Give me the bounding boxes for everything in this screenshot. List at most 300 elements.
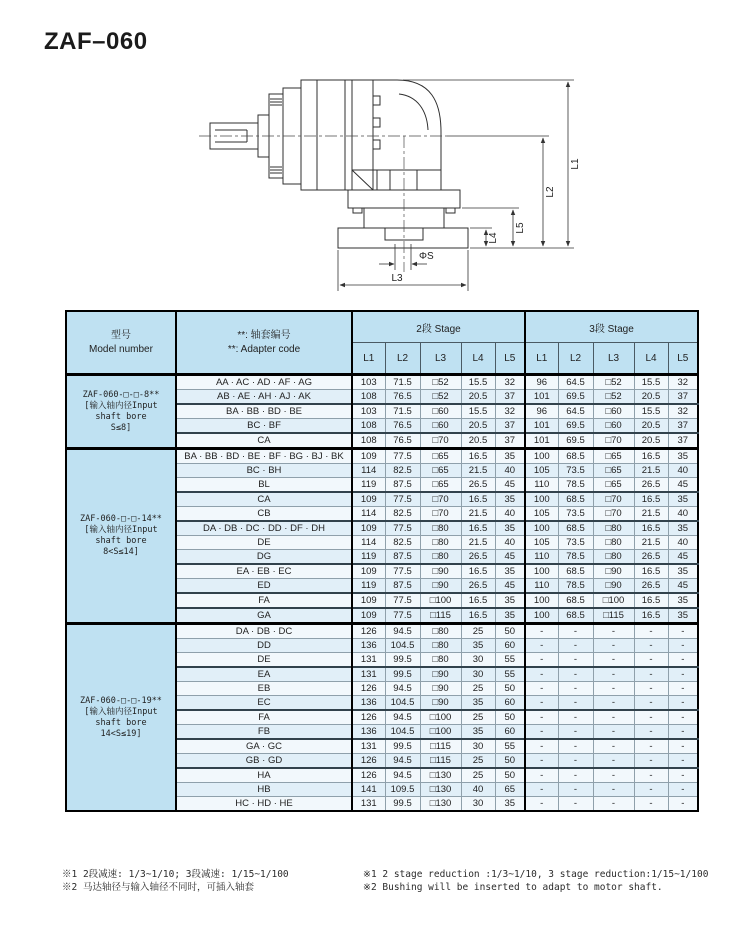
dim-value-cell: 126 [352, 624, 385, 639]
dim-value-cell: 26.5 [634, 550, 668, 565]
dim-value-cell: 99.5 [385, 739, 420, 754]
dim-value-cell: 35 [668, 608, 698, 624]
dim-value-cell: □100 [420, 725, 461, 740]
dim-value-cell: - [525, 667, 558, 682]
dim-value-cell: 30 [461, 739, 495, 754]
dim-label-l3: L3 [391, 273, 403, 284]
col-header-3-l4: L4 [634, 343, 668, 375]
dim-value-cell: 26.5 [634, 478, 668, 493]
dim-value-cell: □80 [420, 536, 461, 550]
dim-value-cell: 55 [495, 739, 525, 754]
dim-value-cell: 35 [495, 449, 525, 464]
dim-value-cell: 99.5 [385, 667, 420, 682]
model-header-en: Model number [89, 343, 153, 355]
dim-value-cell: 40 [495, 507, 525, 522]
gearbox-outline [210, 80, 468, 248]
dim-value-cell: - [558, 667, 593, 682]
dim-value-cell: 94.5 [385, 768, 420, 783]
dim-value-cell: - [558, 768, 593, 783]
dim-value-cell: □70 [420, 507, 461, 522]
dim-value-cell: 119 [352, 478, 385, 493]
dim-value-cell: □52 [593, 375, 634, 390]
dim-value-cell: 55 [495, 667, 525, 682]
adapter-code-cell: CA [176, 492, 352, 507]
dim-value-cell: - [525, 639, 558, 653]
dim-value-cell: 68.5 [558, 521, 593, 536]
dim-value-cell: □52 [593, 390, 634, 405]
dim-value-cell: 20.5 [461, 433, 495, 449]
dim-value-cell: 45 [668, 550, 698, 565]
table-row [66, 624, 698, 639]
dim-value-cell: - [558, 783, 593, 797]
dim-value-cell: 35 [668, 449, 698, 464]
dim-value-cell: 68.5 [558, 608, 593, 624]
dim-value-cell: 60 [495, 696, 525, 711]
dim-value-cell: 119 [352, 579, 385, 594]
dim-value-cell: 105 [525, 536, 558, 550]
dim-value-cell: 25 [461, 710, 495, 725]
dim-value-cell: 45 [668, 579, 698, 594]
dim-value-cell: 15.5 [634, 404, 668, 419]
dim-value-cell: 50 [495, 624, 525, 639]
adapter-code-cell: FB [176, 725, 352, 740]
dim-value-cell: 73.5 [558, 464, 593, 478]
dim-value-cell: 77.5 [385, 492, 420, 507]
dim-value-cell: 26.5 [461, 550, 495, 565]
dim-value-cell: 68.5 [558, 449, 593, 464]
dim-value-cell: - [558, 639, 593, 653]
adapter-code-cell: ED [176, 579, 352, 594]
dim-value-cell: 35 [461, 725, 495, 740]
adapter-code-cell: HB [176, 783, 352, 797]
dim-value-cell: - [593, 725, 634, 740]
dim-label-l1: L1 [570, 158, 581, 170]
dim-value-cell: 96 [525, 404, 558, 419]
dim-value-cell: 104.5 [385, 725, 420, 740]
dim-value-cell: 109 [352, 608, 385, 624]
dim-value-cell: □130 [420, 783, 461, 797]
dim-value-cell: - [558, 725, 593, 740]
dim-value-cell: 16.5 [634, 608, 668, 624]
dim-value-cell: 78.5 [558, 478, 593, 493]
dim-value-cell: 37 [668, 433, 698, 449]
dim-value-cell: 69.5 [558, 433, 593, 449]
dim-value-cell: - [593, 682, 634, 696]
dim-value-cell: - [634, 739, 668, 754]
dim-value-cell: 35 [495, 797, 525, 812]
dim-value-cell: 37 [495, 433, 525, 449]
dim-label-phi-s: ΦS [419, 251, 434, 262]
dim-value-cell: 100 [525, 593, 558, 608]
dim-value-cell: - [593, 624, 634, 639]
col-header-3-l3: L3 [593, 343, 634, 375]
dim-value-cell: - [668, 754, 698, 769]
col-header-2-l1: L1 [352, 343, 385, 375]
footnote-zh-2: ※2 马达轴径与输入轴径不同时，可插入轴套 [62, 882, 254, 893]
dim-value-cell: 16.5 [461, 492, 495, 507]
dim-value-cell: - [525, 754, 558, 769]
table-header [66, 311, 698, 375]
dim-value-cell: 35 [495, 492, 525, 507]
col-header-2-l5: L5 [495, 343, 525, 375]
adapter-code-cell: BC · BF [176, 419, 352, 434]
adapter-code-cell: EA [176, 667, 352, 682]
dim-value-cell: 103 [352, 375, 385, 390]
dim-value-cell: 21.5 [461, 536, 495, 550]
dim-value-cell: - [634, 696, 668, 711]
dim-value-cell: 37 [495, 390, 525, 405]
footnotes-zh [62, 868, 289, 894]
dim-value-cell: 136 [352, 725, 385, 740]
footnote-zh-1: ※1 2段减速: 1/3~1/10; 3段减速: 1/15~1/100 [62, 869, 289, 880]
dim-value-cell: 82.5 [385, 464, 420, 478]
dim-label-l2: L2 [545, 186, 556, 198]
dim-value-cell: 101 [525, 433, 558, 449]
dim-value-cell: - [668, 768, 698, 783]
dim-value-cell: □100 [593, 593, 634, 608]
footnote-en-1: ※1 2 stage reduction :1/3~1/10, 3 stage reduction:1/15~1/100 [363, 869, 709, 880]
adapter-code-cell: GA · GC [176, 739, 352, 754]
col-header-3-l2: L2 [558, 343, 593, 375]
dim-value-cell: □60 [420, 404, 461, 419]
dim-value-cell: - [525, 783, 558, 797]
dim-value-cell: □80 [593, 550, 634, 565]
dim-value-cell: 126 [352, 710, 385, 725]
dim-value-cell: 16.5 [461, 564, 495, 579]
dim-value-cell: 114 [352, 507, 385, 522]
dim-value-cell: 16.5 [634, 449, 668, 464]
dim-value-cell: 68.5 [558, 564, 593, 579]
dim-value-cell: □60 [420, 419, 461, 434]
dim-value-cell: 131 [352, 667, 385, 682]
adapter-code-cell: DA · DB · DC [176, 624, 352, 639]
dim-value-cell: 32 [495, 375, 525, 390]
dim-value-cell: 77.5 [385, 449, 420, 464]
adapter-code-cell: EA · EB · EC [176, 564, 352, 579]
dim-value-cell: 94.5 [385, 624, 420, 639]
dim-value-cell: 35 [495, 593, 525, 608]
dim-value-cell: 65 [495, 783, 525, 797]
col-header-2-l3: L3 [420, 343, 461, 375]
dim-value-cell: 50 [495, 710, 525, 725]
dim-value-cell: - [668, 624, 698, 639]
table-row [66, 449, 698, 464]
dim-value-cell: 30 [461, 653, 495, 668]
dim-value-cell: 108 [352, 433, 385, 449]
dim-value-cell: 35 [495, 608, 525, 624]
dim-value-cell: 15.5 [461, 375, 495, 390]
dim-value-cell: - [593, 783, 634, 797]
dim-value-cell: 16.5 [634, 492, 668, 507]
adapter-code-cell: DE [176, 653, 352, 668]
dim-value-cell: □115 [593, 608, 634, 624]
dim-value-cell: - [525, 682, 558, 696]
dim-value-cell: - [634, 783, 668, 797]
dim-value-cell: 45 [668, 478, 698, 493]
dim-value-cell: 45 [495, 579, 525, 594]
dim-value-cell: 37 [668, 419, 698, 434]
dim-value-cell: □52 [420, 375, 461, 390]
dim-value-cell: □80 [420, 653, 461, 668]
dim-value-cell: - [525, 768, 558, 783]
dim-value-cell: □80 [420, 550, 461, 565]
dim-value-cell: 108 [352, 419, 385, 434]
dim-value-cell: - [668, 653, 698, 668]
dim-value-cell: 110 [525, 579, 558, 594]
dim-value-cell: 100 [525, 564, 558, 579]
dim-value-cell: 50 [495, 754, 525, 769]
dim-value-cell: - [593, 696, 634, 711]
dim-value-cell: 40 [495, 536, 525, 550]
dim-value-cell: 21.5 [634, 507, 668, 522]
dim-value-cell: - [558, 682, 593, 696]
dim-value-cell: 87.5 [385, 478, 420, 493]
dim-value-cell: 35 [461, 639, 495, 653]
dim-value-cell: 108 [352, 390, 385, 405]
dim-value-cell: 100 [525, 492, 558, 507]
dim-value-cell: □65 [593, 449, 634, 464]
dim-value-cell: □100 [420, 710, 461, 725]
dim-value-cell: □90 [420, 682, 461, 696]
dim-value-cell: - [668, 639, 698, 653]
dim-value-cell: - [593, 710, 634, 725]
dim-value-cell: □60 [593, 404, 634, 419]
adapter-code-cell: FA [176, 593, 352, 608]
dim-value-cell: - [593, 653, 634, 668]
model-number-cell: ZAF-060-□-□-14** [输入轴内径Input shaft bore 8<S≤14] [66, 449, 176, 624]
dim-value-cell: 76.5 [385, 390, 420, 405]
dim-value-cell: - [634, 710, 668, 725]
adapter-code-cell: CB [176, 507, 352, 522]
dim-value-cell: □65 [420, 449, 461, 464]
technical-drawing-area [195, 58, 590, 306]
dim-value-cell: 16.5 [461, 521, 495, 536]
dim-value-cell: 25 [461, 624, 495, 639]
dim-value-cell: 77.5 [385, 521, 420, 536]
dim-value-cell: 26.5 [634, 579, 668, 594]
adapter-code-cell: FA [176, 710, 352, 725]
dim-value-cell: □115 [420, 739, 461, 754]
adapter-code-cell: AB · AE · AH · AJ · AK [176, 390, 352, 405]
dim-value-cell: 50 [495, 768, 525, 783]
dim-value-cell: 96 [525, 375, 558, 390]
adapter-code-cell: HA [176, 768, 352, 783]
dim-value-cell: 68.5 [558, 593, 593, 608]
dim-value-cell: - [668, 725, 698, 740]
dim-value-cell: 32 [495, 404, 525, 419]
dim-value-cell: 16.5 [461, 593, 495, 608]
dim-value-cell: 40 [461, 783, 495, 797]
dim-value-cell: 40 [495, 464, 525, 478]
dim-value-cell: 21.5 [634, 536, 668, 550]
dim-value-cell: 68.5 [558, 492, 593, 507]
dim-value-cell: 21.5 [461, 464, 495, 478]
dim-value-cell: 99.5 [385, 797, 420, 812]
dim-value-cell: 35 [495, 564, 525, 579]
dim-value-cell: 105 [525, 507, 558, 522]
technical-drawing [195, 58, 590, 306]
dim-value-cell: 77.5 [385, 593, 420, 608]
dim-value-cell: - [668, 783, 698, 797]
dim-value-cell: 71.5 [385, 404, 420, 419]
dim-value-cell: 20.5 [634, 419, 668, 434]
dim-value-cell: 37 [668, 390, 698, 405]
elbow [373, 80, 441, 190]
adapter-code-cell: DD [176, 639, 352, 653]
dim-value-cell: - [593, 797, 634, 812]
dim-value-cell: - [634, 797, 668, 812]
adapter-header-en: **: Adapter code [227, 343, 301, 355]
col-header-2-l2: L2 [385, 343, 420, 375]
dim-value-cell: 76.5 [385, 419, 420, 434]
dim-value-cell: - [634, 667, 668, 682]
dim-value-cell: □70 [593, 507, 634, 522]
dim-value-cell: 21.5 [634, 464, 668, 478]
dim-value-cell: 136 [352, 639, 385, 653]
adapter-code-cell: BC · BH [176, 464, 352, 478]
dim-value-cell: - [634, 768, 668, 783]
dim-value-cell: - [668, 696, 698, 711]
dim-value-cell: □65 [593, 478, 634, 493]
dim-value-cell: □70 [593, 492, 634, 507]
dim-value-cell: 35 [668, 593, 698, 608]
model-header-zh: 型号 [111, 329, 131, 341]
dim-value-cell: - [525, 739, 558, 754]
dim-value-cell: □90 [420, 564, 461, 579]
dim-value-cell: □70 [420, 492, 461, 507]
dim-value-cell: 60 [495, 725, 525, 740]
dim-value-cell: 131 [352, 739, 385, 754]
dim-value-cell: 69.5 [558, 390, 593, 405]
dim-value-cell: 25 [461, 682, 495, 696]
dim-value-cell: 15.5 [461, 404, 495, 419]
dim-value-cell: 30 [461, 797, 495, 812]
gear-body [301, 80, 373, 190]
dim-value-cell: 101 [525, 419, 558, 434]
page-title: ZAF–060 [44, 28, 148, 55]
adapter-code-cell: EC [176, 696, 352, 711]
dim-value-cell: 109 [352, 492, 385, 507]
dim-value-cell: □130 [420, 797, 461, 812]
dim-value-cell: - [558, 624, 593, 639]
footnote-en-2: ※2 Bushing will be inserted to adapt to motor shaft. [363, 882, 663, 893]
dim-value-cell: - [558, 696, 593, 711]
dim-value-cell: 87.5 [385, 550, 420, 565]
dim-value-cell: 110 [525, 478, 558, 493]
adapter-header-zh: **: 轴套编号 [237, 329, 291, 341]
dim-value-cell: 100 [525, 608, 558, 624]
dim-value-cell: 78.5 [558, 579, 593, 594]
dim-value-cell: □70 [593, 433, 634, 449]
dim-value-cell: 35 [668, 521, 698, 536]
dim-value-cell: 126 [352, 754, 385, 769]
dim-value-cell: 16.5 [634, 564, 668, 579]
dim-value-cell: 104.5 [385, 639, 420, 653]
spec-table [65, 310, 699, 812]
dim-value-cell: 37 [495, 419, 525, 434]
dim-value-cell: 77.5 [385, 608, 420, 624]
dim-value-cell: - [525, 725, 558, 740]
dim-value-cell: 103 [352, 404, 385, 419]
dim-value-cell: □80 [420, 521, 461, 536]
dim-value-cell: □60 [593, 419, 634, 434]
dim-value-cell: 30 [461, 667, 495, 682]
dim-value-cell: □65 [420, 464, 461, 478]
dim-value-cell: - [593, 739, 634, 754]
adapter-header [176, 311, 352, 375]
dim-value-cell: 101 [525, 390, 558, 405]
dim-value-cell: 126 [352, 768, 385, 783]
dim-value-cell: 114 [352, 536, 385, 550]
dim-value-cell: □130 [420, 768, 461, 783]
dim-value-cell: □90 [593, 564, 634, 579]
dim-value-cell: 136 [352, 696, 385, 711]
adapter-code-cell: BA · BB · BD · BE [176, 404, 352, 419]
dim-value-cell: □65 [593, 464, 634, 478]
dim-value-cell: 100 [525, 449, 558, 464]
dim-value-cell: - [668, 710, 698, 725]
dim-value-cell: 131 [352, 653, 385, 668]
dim-value-cell: □80 [420, 624, 461, 639]
dim-value-cell: 78.5 [558, 550, 593, 565]
dim-value-cell: 25 [461, 754, 495, 769]
dim-value-cell: 71.5 [385, 375, 420, 390]
dim-value-cell: 32 [668, 375, 698, 390]
dim-value-cell: 94.5 [385, 710, 420, 725]
adapter-code-cell: CA [176, 433, 352, 449]
dim-value-cell: 94.5 [385, 754, 420, 769]
adapter-code-cell: DE [176, 536, 352, 550]
dim-value-cell: - [634, 624, 668, 639]
dim-value-cell: □52 [420, 390, 461, 405]
dim-value-cell: - [593, 768, 634, 783]
dim-value-cell: 16.5 [461, 449, 495, 464]
dim-value-cell: 73.5 [558, 507, 593, 522]
adapter-code-cell: BA · BB · BD · BE · BF · BG · BJ · BK [176, 449, 352, 464]
dim-value-cell: - [558, 739, 593, 754]
dim-value-cell: - [634, 682, 668, 696]
dim-value-cell: - [668, 667, 698, 682]
model-number-cell: ZAF-060-□-□-8** [输入轴内径Input shaft bore S≤8] [66, 375, 176, 449]
dim-value-cell: - [525, 624, 558, 639]
dim-value-cell: 35 [461, 696, 495, 711]
dim-value-cell: - [525, 653, 558, 668]
dim-value-cell: 40 [668, 536, 698, 550]
dim-value-cell: - [525, 797, 558, 812]
dim-value-cell: - [558, 653, 593, 668]
dim-value-cell: 69.5 [558, 419, 593, 434]
dim-value-cell: 35 [495, 521, 525, 536]
dim-value-cell: - [634, 653, 668, 668]
dim-value-cell: 40 [668, 507, 698, 522]
dim-value-cell: 64.5 [558, 375, 593, 390]
dim-value-cell: □115 [420, 608, 461, 624]
dim-value-cell: □90 [593, 579, 634, 594]
model-number-cell: ZAF-060-□-□-19** [输入轴内径Input shaft bore 14<S≤19] [66, 624, 176, 812]
dim-value-cell: 82.5 [385, 536, 420, 550]
dim-value-cell: 21.5 [461, 507, 495, 522]
dim-value-cell: - [668, 682, 698, 696]
dim-value-cell: 109.5 [385, 783, 420, 797]
dim-value-cell: 20.5 [461, 419, 495, 434]
table-row [66, 375, 698, 390]
dim-value-cell: 16.5 [634, 593, 668, 608]
adapter-code-cell: DA · DB · DC · DD · DF · DH [176, 521, 352, 536]
dim-value-cell: 87.5 [385, 579, 420, 594]
dim-value-cell: 16.5 [634, 521, 668, 536]
dim-value-cell: 45 [495, 478, 525, 493]
stage3-header: 3段 Stage [525, 311, 698, 343]
